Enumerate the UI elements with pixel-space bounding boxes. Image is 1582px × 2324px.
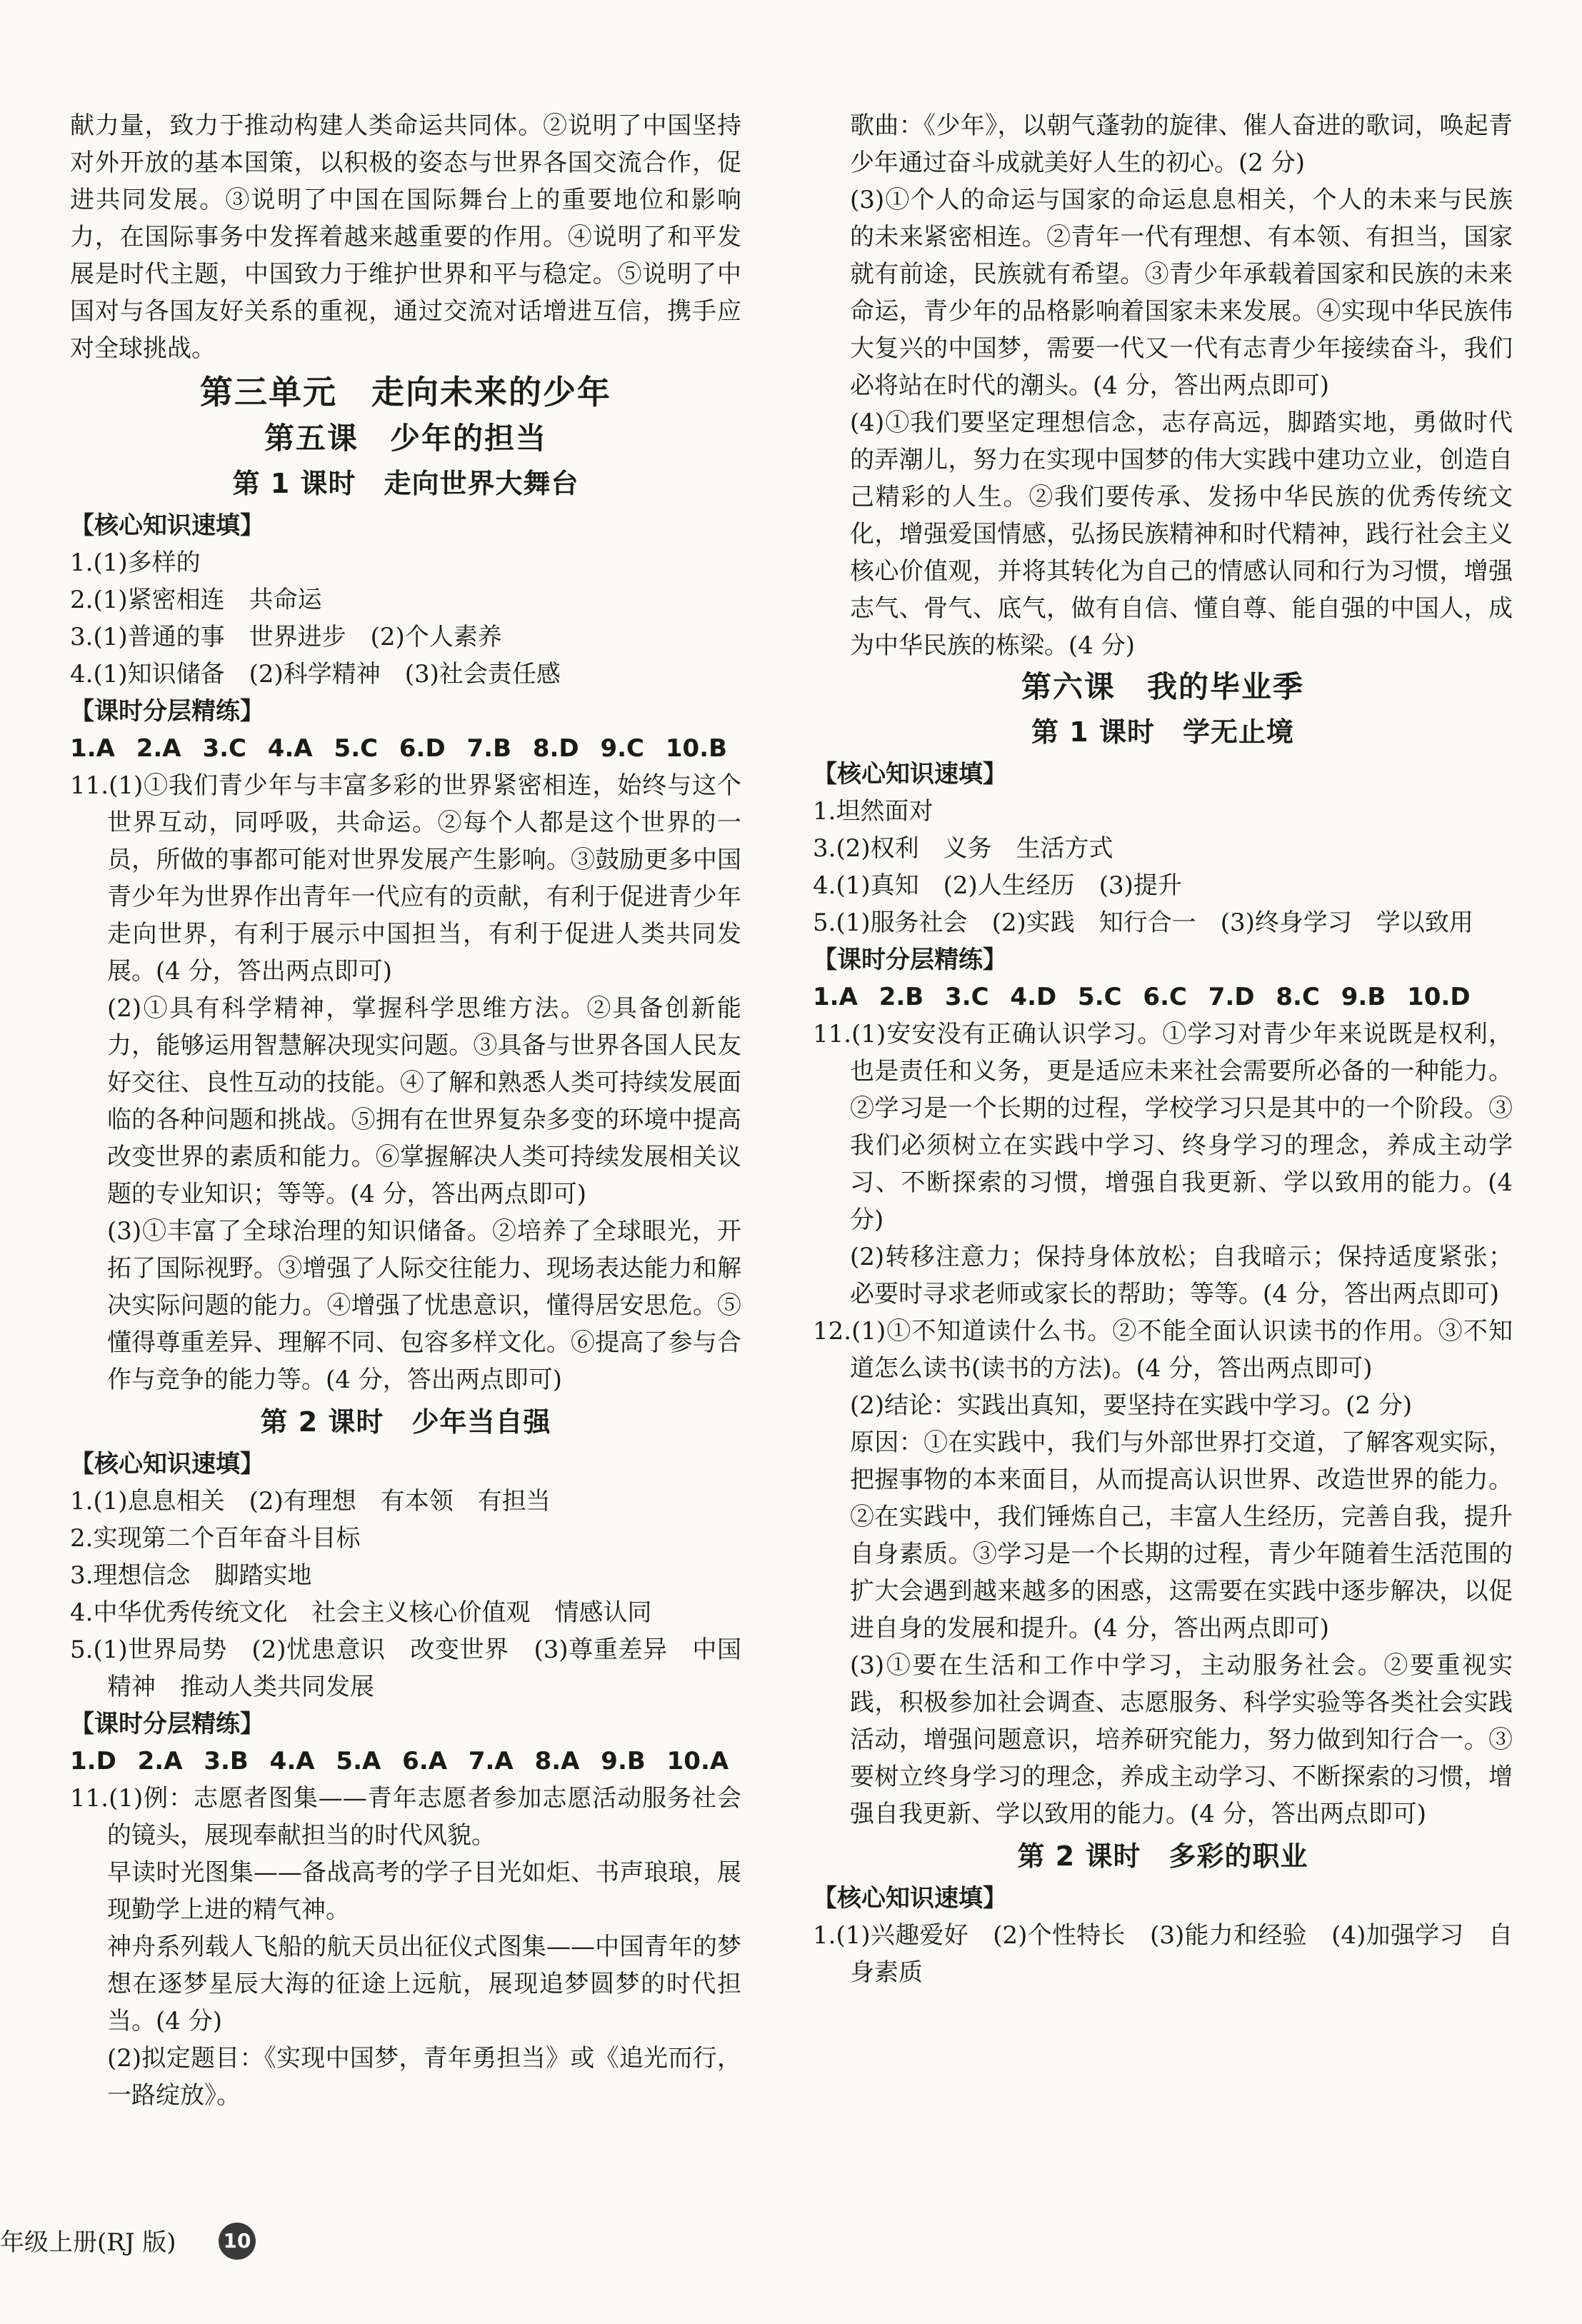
core-item: 2.(1)紧密相连 共命运 xyxy=(70,586,322,614)
multiple-choice-answers: 1.D 2.A 3.B 4.A 5.A 6.A 7.A 8.A 9.B 10.A xyxy=(70,1747,729,1775)
page-number-badge: 10 xyxy=(219,2223,256,2260)
period-2-title: 第 2 课时 少年当自强 xyxy=(260,1406,551,1438)
answer-q11-part1-b: 早读时光图集——备战高考的学子目光如炬、书声琅琅，展现勤学上进的精气神。 xyxy=(107,1858,741,1924)
answer-q12-reason: 原因：①在实践中，我们与外部世界打交道，了解客观实际，把握事物的本来面目，从而提高认识世界、改造世界的能力。②在实践中，我们锤炼自己，丰富人生经历，完善自我，提升自身素质。③学习是一个长期的过程，青少年随着生活范围的扩大会遇到越来越多的困惑，这需要在实践中逐步解决，以促进自身的发展和提升。(4 分，答出两点即可) xyxy=(850,1428,1513,1643)
lesson-6-title: 第六课 我的毕业季 xyxy=(1021,669,1304,704)
answer-q11-part1: 11.(1)①我们青少年与丰富多彩的世界紧密相连，始终与这个世界互动，同呼吸，共命运。②每个人都是这个世界的一员，所做的事都可能对世界发展产生影响。③鼓励更多中国青少年为世界作出青年一代应有的贡献，有利于促进青少年走向世界，有利于展示中国担当，有利于促进人类共同发展。(4 分，答出两点即可) xyxy=(70,771,741,986)
answer-q11-part3: (3)①丰富了全球治理的知识储备。②培养了全球眼光，开拓了国际视野。③增强了人际交往能力、现场表达能力和解决实际问题的能力。④增强了忧患意识，懂得居安思危。⑤懂得尊重差异、理解不同、包容多样文化。⑥提高了参与合作与竞争的能力等。(4 分，答出两点即可) xyxy=(107,1217,741,1394)
core-item: 1.(1)息息相关 (2)有理想 有本领 有担当 xyxy=(70,1487,551,1516)
intro-paragraph: 献力量，致力于推动构建人类命运共同体。②说明了中国坚持对外开放的基本国策，以积极的姿态与世界各国交流合作，促进共同发展。③说明了中国在国际舞台上的重要地位和影响力，在国际事务中发挥着越来越重要的作用。④说明了和平发展是时代主题，中国致力于维护世界和平与稳定。⑤说明了中国对与各国友好关系的重视，通过交流对话增进互信，携手应对全球挑战。 xyxy=(70,111,741,363)
core-knowledge-label: 【核心知识速填】 xyxy=(70,511,264,540)
core-item: 4.中华优秀传统文化 社会主义核心价值观 情感认同 xyxy=(70,1598,652,1627)
period-2-title: 第 2 课时 多彩的职业 xyxy=(1017,1840,1308,1872)
core-item: 4.(1)真知 (2)人生经历 (3)提升 xyxy=(813,871,1182,900)
answer-continued-part4: (4)①我们要坚定理想信念，志存高远，脚踏实地，勇做时代的弄潮儿，努力在实现中国梦的伟大实践中建功立业，创造自己精彩的人生。②我们要传承、发扬中华民族的优秀传统文化，增强爱国情感，弘扬民族精神和时代精神，践行社会主义核心价值观，并将其转化为自己的情感认同和行为习惯，增强志气、骨气、底气，做有自信、懂自尊、能自强的中国人，成为中华民族的栋梁。(4 分) xyxy=(850,409,1513,660)
core-item: 3.(1)普通的事 世界进步 (2)个人素养 xyxy=(70,623,502,651)
answer-continued-part3: (3)①个人的命运与国家的命运息息相关，个人的未来与民族的未来紧密相连。②青年一代有理想、有本领、有担当，国家就有前途，民族就有希望。③青少年承载着国家和民族的未来命运，青少年的品格影响着国家未来发展。④实现中华民族伟大复兴的中国梦，需要一代又一代有志青少年接续奋斗，我们必将站在时代的潮头。(4 分，答出两点即可) xyxy=(850,186,1513,400)
multiple-choice-answers: 1.A 2.A 3.C 4.A 5.C 6.D 7.B 8.D 9.C 10.B xyxy=(70,734,727,763)
multiple-choice-answers: 1.A 2.B 3.C 4.D 5.C 6.C 7.D 8.C 9.B 10.D xyxy=(813,983,1471,1011)
answer-q12-part2: (2)结论：实践出真知，要坚持在实践中学习。(2 分) xyxy=(850,1391,1413,1420)
answer-q12-part1: 12.(1)①不知道读什么书。②不能全面认识读书的作用。③不知道怎么读书(读书的方法)。(4 分，答出两点即可) xyxy=(813,1317,1513,1383)
core-item: 1.坦然面对 xyxy=(813,797,933,826)
answer-q11-part1: 11.(1)例：志愿者图集——青年志愿者参加志愿活动服务社会的镜头，展现奉献担当的时代风貌。 xyxy=(70,1784,741,1850)
right-column xyxy=(813,107,1513,1991)
lesson-5-title: 第五课 少年的担当 xyxy=(264,421,547,456)
answer-q12-part3: (3)①要在生活和工作中学习，主动服务社会。②要重视实践，积极参加社会调查、志愿服务、科学实验等各类社会实践活动，增强问题意识，培养研究能力，努力做到知行合一。③要树立终身学习的理念，养成主动学习、不断探索的习惯，增强自我更新、学以致用的能力。(4 分，答出两点即可) xyxy=(850,1651,1513,1828)
answer-q11-part2: (2)拟定题目：《实现中国梦，青年勇担当》或《追光而行，一路绽放》。 xyxy=(107,2044,741,2110)
left-column xyxy=(70,107,741,2114)
practice-label: 【课时分层精练】 xyxy=(70,1710,264,1738)
answer-q11-part1: 11.(1)安安没有正确认识学习。①学习对青少年来说既是权利，也是责任和义务，更是适应未来社会需要所必备的一种能力。②学习是一个长期的过程，学校学习只是其中的一个阶段。③我们必须树立在实践中学习、终身学习的理念，养成主动学习、不断探索的习惯，增强自我更新、学以致用的能力。(4 分) xyxy=(813,1020,1513,1234)
core-item: 3.(2)权利 义务 生活方式 xyxy=(813,834,1113,863)
core-item: 5.(1)世界局势 (2)忧患意识 改变世界 (3)尊重差异 中国精神 推动人类共同发展 xyxy=(70,1636,741,1701)
footer-grade-label: 年级上册(RJ 版) xyxy=(0,2228,176,2257)
core-item: 5.(1)服务社会 (2)实践 知行合一 (3)终身学习 学以致用 xyxy=(813,908,1473,937)
core-knowledge-label: 【核心知识速填】 xyxy=(813,1884,1007,1913)
core-item: 3.理想信念 脚踏实地 xyxy=(70,1561,312,1590)
core-knowledge-label: 【核心知识速填】 xyxy=(813,760,1007,788)
core-item: 4.(1)知识储备 (2)科学精神 (3)社会责任感 xyxy=(70,660,561,688)
period-1-title: 第 1 课时 走向世界大舞台 xyxy=(232,468,579,499)
practice-label: 【课时分层精练】 xyxy=(813,946,1007,974)
answer-q11-part1-c: 神舟系列载人飞船的航天员出征仪式图集——中国青年的梦想在逐梦星辰大海的征途上远航，展现追梦圆梦的时代担当。(4 分) xyxy=(107,1933,741,2035)
answer-q11-part2: (2)转移注意力；保持身体放松；自我暗示；保持适度紧张；必要时寻求老师或家长的帮助；等等。(4 分，答出两点即可) xyxy=(850,1243,1513,1308)
practice-label: 【课时分层精练】 xyxy=(70,697,264,726)
core-item: 1.(1)多样的 xyxy=(70,549,201,577)
period-1-title: 第 1 课时 学无止境 xyxy=(1031,716,1294,748)
core-item: 2.实现第二个百年奋斗目标 xyxy=(70,1524,361,1553)
core-item: 1.(1)兴趣爱好 (2)个性特长 (3)能力和经验 (4)加强学习 自身素质 xyxy=(813,1921,1513,1987)
answer-continued-song: 歌曲：《少年》，以朝气蓬勃的旋律、催人奋进的歌词，唤起青少年通过奋斗成就美好人生的初心。(2 分) xyxy=(850,111,1513,177)
unit-title: 第三单元 走向未来的少年 xyxy=(200,373,611,411)
answer-q11-part2: (2)①具有科学精神，掌握科学思维方法。②具备创新能力，能够运用智慧解决现实问题。③具备与世界各国人民友好交往、良性互动的技能。④了解和熟悉人类可持续发展面临的各种问题和挑战。⑤拥有在世界复杂多变的环境中提高改变世界的素质和能力。⑥掌握解决人类可持续发展相关议题的专业知识；等等。(4 分，答出两点即可) xyxy=(107,994,741,1208)
core-knowledge-label: 【核心知识速填】 xyxy=(70,1450,264,1478)
